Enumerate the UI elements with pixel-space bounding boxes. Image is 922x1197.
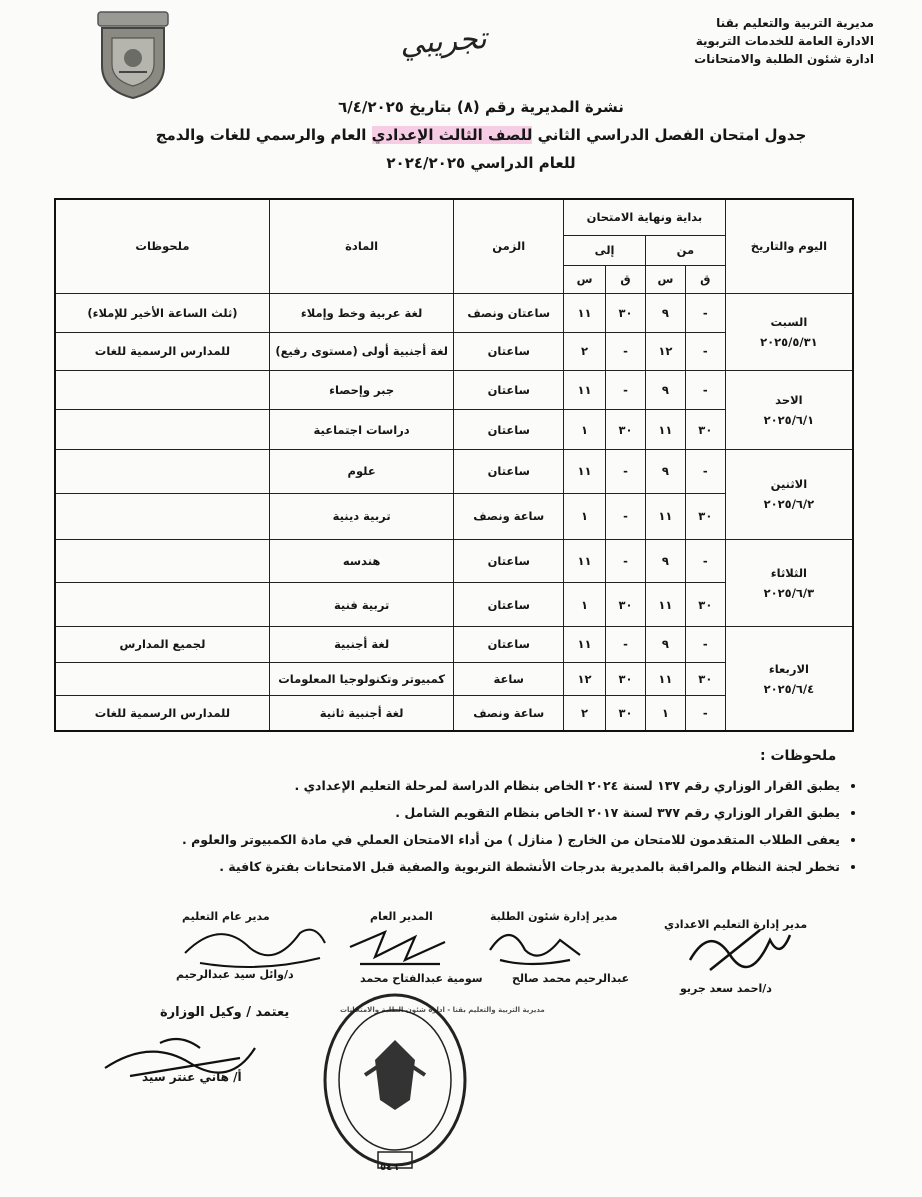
day-cell bbox=[725, 370, 853, 449]
signature-title: مدير إدارة شئون الطلبة bbox=[490, 910, 618, 923]
to-minute: - bbox=[606, 627, 646, 662]
schedule-title bbox=[80, 126, 882, 144]
duration-cell: ساعتان bbox=[454, 627, 564, 662]
handwritten-note: تجريبي bbox=[398, 21, 488, 62]
to-hour: ١١ bbox=[564, 293, 606, 333]
signature-scribble-icon bbox=[480, 920, 590, 970]
academic-year: للعام الدراسي ٢٠٢٤/٢٠٢٥ bbox=[386, 154, 576, 172]
day-date: ٢٠٢٥/٦/٢ bbox=[763, 497, 815, 512]
to-minute: - bbox=[606, 333, 646, 371]
header-subject: المادة bbox=[269, 199, 453, 293]
title-part: العام والرسمي للغات والدمج bbox=[155, 126, 372, 144]
day-cell bbox=[725, 449, 853, 539]
ministry-header bbox=[694, 14, 874, 68]
header-to: إلى bbox=[564, 235, 646, 265]
from-hour: ٩ bbox=[645, 293, 685, 333]
day-name: الاحد bbox=[775, 392, 803, 407]
to-minute: ٣٠ bbox=[606, 410, 646, 450]
from-hour: ١١ bbox=[645, 410, 685, 450]
note-cell bbox=[55, 583, 269, 627]
signature-name: سومية عبدالفتاح محمد bbox=[360, 972, 483, 985]
subject-cell: علوم bbox=[269, 449, 453, 493]
to-minute: - bbox=[606, 539, 646, 583]
subject-cell: لغة عربية وخط وإملاء bbox=[269, 293, 453, 333]
ministry-line: مديرية التربية والتعليم بقنا bbox=[716, 16, 874, 30]
subject-cell: هندسه bbox=[269, 539, 453, 583]
header-notes: ملحوظات bbox=[55, 199, 269, 293]
from-minute: ٣٠ bbox=[685, 493, 725, 539]
seal-number: ٥٤٦ bbox=[380, 1162, 399, 1173]
document-titles bbox=[80, 98, 882, 172]
duration-cell: ساعتان bbox=[454, 539, 564, 583]
note-cell bbox=[55, 410, 269, 450]
from-hour: ١١ bbox=[645, 662, 685, 695]
from-hour: ١ bbox=[645, 695, 685, 731]
signature-name: د/وائل سيد عبدالرحيم bbox=[176, 968, 294, 981]
notes-list bbox=[80, 778, 862, 886]
signature-title: المدير العام bbox=[370, 910, 433, 923]
header-from: من bbox=[645, 235, 725, 265]
from-hour: ١١ bbox=[645, 493, 685, 539]
signature-scribble-icon bbox=[180, 918, 330, 973]
from-minute: ٣٠ bbox=[685, 662, 725, 695]
to-hour: ١١ bbox=[564, 370, 606, 410]
to-hour: ٢ bbox=[564, 333, 606, 371]
subject-cell: تربية فنية bbox=[269, 583, 453, 627]
approval-title: يعتمد / وكيل الوزارة bbox=[160, 1005, 290, 1020]
from-hour: ٩ bbox=[645, 370, 685, 410]
from-minute: ٣٠ bbox=[685, 583, 725, 627]
duration-cell: ساعتان bbox=[454, 370, 564, 410]
notes-title: ملحوظات : bbox=[760, 748, 837, 764]
from-minute: - bbox=[685, 695, 725, 731]
to-minute: ٣٠ bbox=[606, 583, 646, 627]
to-hour: ١١ bbox=[564, 539, 606, 583]
day-cell bbox=[725, 539, 853, 627]
to-hour: ١١ bbox=[564, 627, 606, 662]
duration-cell: ساعة ونصف bbox=[454, 493, 564, 539]
from-minute: ٣٠ bbox=[685, 410, 725, 450]
table-row bbox=[55, 293, 853, 333]
note-cell bbox=[55, 449, 269, 493]
exam-schedule-table bbox=[54, 198, 854, 732]
header-hour: س bbox=[564, 265, 606, 293]
note-item: • تخطر لجنة النظام والمراقبة بالمديرية بدرجات الأنشطة التربوية والصفية قبل الامتحانات بفترة كافية . bbox=[80, 859, 840, 874]
to-minute: - bbox=[606, 449, 646, 493]
from-hour: ٩ bbox=[645, 627, 685, 662]
from-hour: ١١ bbox=[645, 583, 685, 627]
note-item: • يطبق القرار الوزاري رقم ١٣٧ لسنة ٢٠٢٤ الخاص بنظام الدراسة لمرحلة التعليم الإعدادي . bbox=[80, 778, 840, 793]
subject-cell: لغة أجنبية bbox=[269, 627, 453, 662]
day-date: ٢٠٢٥/٦/٤ bbox=[763, 681, 815, 696]
to-hour: ١ bbox=[564, 410, 606, 450]
from-minute: - bbox=[685, 449, 725, 493]
bulletin-title: نشرة المديرية رقم (٨) بتاريخ ٦/٤/٢٠٢٥ bbox=[338, 98, 624, 116]
duration-cell: ساعة bbox=[454, 662, 564, 695]
duration-cell: ساعتان bbox=[454, 333, 564, 371]
note-cell bbox=[55, 662, 269, 695]
duration-cell: ساعتان bbox=[454, 410, 564, 450]
day-name: الاربعاء bbox=[768, 661, 809, 676]
note-item: • يعفى الطلاب المتقدمون للامتحان من الخارج ( منازل ) من أداء الامتحان العملي في مادة الكمبيوتر والعلوم . bbox=[80, 832, 840, 847]
title-part: جدول امتحان الفصل الدراسي الثاني bbox=[532, 126, 807, 144]
to-minute: ٣٠ bbox=[606, 695, 646, 731]
ministry-logo-icon bbox=[94, 8, 172, 100]
to-hour: ١٢ bbox=[564, 662, 606, 695]
from-hour: ٩ bbox=[645, 449, 685, 493]
day-cell bbox=[725, 627, 853, 731]
title-highlight: للصف الثالث الإعدادي bbox=[371, 126, 533, 144]
subject-cell: دراسات اجتماعية bbox=[269, 410, 453, 450]
day-name: السبت bbox=[770, 314, 808, 329]
official-seal-icon bbox=[320, 990, 470, 1180]
duration-cell: ساعتان bbox=[454, 449, 564, 493]
note-cell bbox=[55, 493, 269, 539]
note-cell: للمدارس الرسمية للغات bbox=[55, 695, 269, 731]
signature-scribble-icon bbox=[680, 920, 800, 980]
header-minute: ق bbox=[606, 265, 646, 293]
signature-title: مدير عام التعليم bbox=[182, 910, 270, 923]
subject-cell: تربية دينية bbox=[269, 493, 453, 539]
signature-name: د/احمد سعد جريو bbox=[680, 982, 772, 995]
note-cell: لجميع المدارس bbox=[55, 627, 269, 662]
note-cell bbox=[55, 539, 269, 583]
day-date: ٢٠٢٥/٥/٣١ bbox=[760, 334, 818, 349]
table-row bbox=[55, 539, 853, 583]
from-minute: - bbox=[685, 293, 725, 333]
note-item: • يطبق القرار الوزاري رقم ٣٧٧ لسنة ٢٠١٧ الخاص بنظام التقويم الشامل . bbox=[80, 805, 840, 820]
from-minute: - bbox=[685, 627, 725, 662]
approval-name: أ/ هاني عنتر سيد bbox=[142, 1070, 242, 1084]
from-minute: - bbox=[685, 539, 725, 583]
note-cell: (ثلث الساعة الأخير للإملاء) bbox=[55, 293, 269, 333]
duration-cell: ساعتان bbox=[454, 583, 564, 627]
signature-name: عبدالرحيم محمد صالح bbox=[512, 972, 630, 985]
subject-cell: جبر وإحصاء bbox=[269, 370, 453, 410]
header-minute: ق bbox=[685, 265, 725, 293]
note-cell bbox=[55, 370, 269, 410]
table-row bbox=[55, 449, 853, 493]
from-minute: - bbox=[685, 333, 725, 371]
header-exam-time: بداية ونهاية الامتحان bbox=[564, 199, 726, 235]
to-hour: ١١ bbox=[564, 449, 606, 493]
from-hour: ٩ bbox=[645, 539, 685, 583]
to-minute: ٣٠ bbox=[606, 662, 646, 695]
note-cell: للمدارس الرسمية للغات bbox=[55, 333, 269, 371]
day-cell bbox=[725, 293, 853, 370]
day-date: ٢٠٢٥/٦/٣ bbox=[763, 585, 815, 600]
day-date: ٢٠٢٥/٦/١ bbox=[763, 412, 815, 427]
to-minute: ٣٠ bbox=[606, 293, 646, 333]
subject-cell: لغة أجنبية ثانية bbox=[269, 695, 453, 731]
signature-scribble-icon bbox=[345, 922, 455, 972]
to-minute: - bbox=[606, 493, 646, 539]
subject-cell: كمبيوتر وتكنولوجيا المعلومات bbox=[269, 662, 453, 695]
to-hour: ٢ bbox=[564, 695, 606, 731]
from-hour: ١٢ bbox=[645, 333, 685, 371]
header-duration: الزمن bbox=[454, 199, 564, 293]
ministry-line: الادارة العامة للخدمات التربوية bbox=[695, 34, 874, 48]
signature-title: مدير إدارة التعليم الاعدادي bbox=[664, 918, 808, 931]
duration-cell: ساعتان ونصف bbox=[454, 293, 564, 333]
to-hour: ١ bbox=[564, 583, 606, 627]
subject-cell: لغة أجنبية أولى (مستوى رفيع) bbox=[269, 333, 453, 371]
header-day-date: اليوم والتاريخ bbox=[725, 199, 853, 293]
to-hour: ١ bbox=[564, 493, 606, 539]
ministry-line: ادارة شئون الطلبة والامتحانات bbox=[694, 52, 874, 66]
table-row bbox=[55, 627, 853, 662]
table-row bbox=[55, 370, 853, 410]
day-name: الثلاثاء bbox=[770, 565, 807, 580]
from-minute: - bbox=[685, 370, 725, 410]
day-name: الاثنين bbox=[770, 477, 808, 492]
seal-text: مديرية التربية والتعليم بقنا - ادارة شئون الطلبة والامتحانات bbox=[340, 1006, 545, 1014]
header-hour: س bbox=[645, 265, 685, 293]
to-minute: - bbox=[606, 370, 646, 410]
duration-cell: ساعة ونصف bbox=[454, 695, 564, 731]
